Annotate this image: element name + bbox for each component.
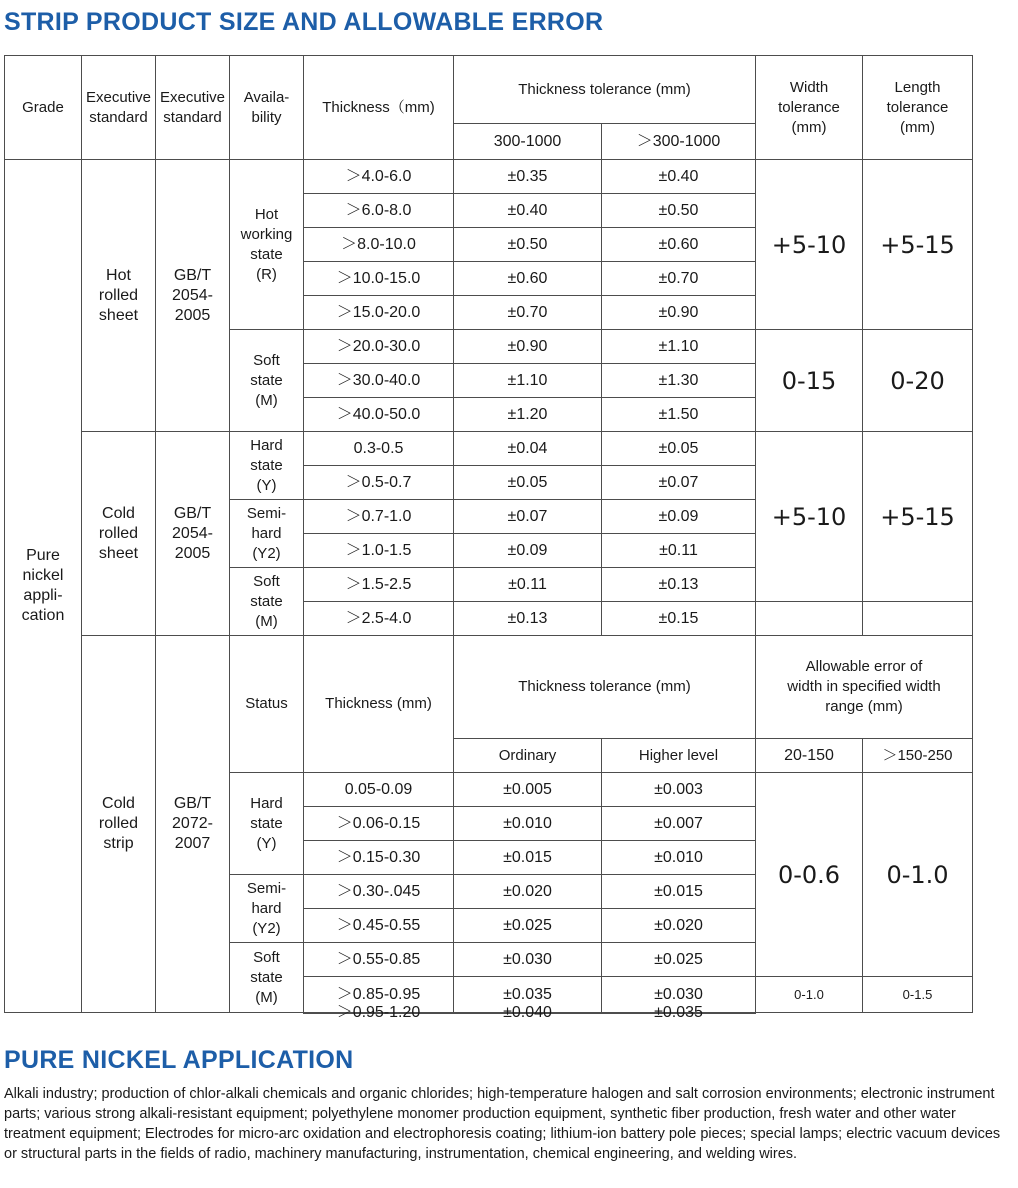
hot-row-thickness-text: ＞30.0-40.0	[336, 371, 421, 389]
strip-row-tolerance-a	[453, 942, 602, 977]
strip-semi-hard	[229, 874, 304, 943]
hot-row-tolerance-a-text: ±1.20	[507, 405, 548, 423]
hot-row-tolerance-b-text: ±0.40	[658, 167, 699, 185]
cold-rolled-sheet-product-text: Cold rolled sheet	[98, 504, 139, 562]
strip-row-tolerance-a-text: ±0.005	[503, 780, 552, 798]
section-title-strip-size: STRIP PRODUCT SIZE AND ALLOWABLE ERROR	[4, 8, 604, 36]
cold-sheet-width-tolerance-text: +5-10	[771, 502, 847, 531]
strip-header-higher-level-text: Higher level	[638, 746, 719, 764]
empty-cell	[755, 601, 863, 636]
hot-row-tolerance-a	[453, 159, 602, 194]
header-executive-standard-1-text: Executive standard	[85, 88, 152, 126]
strip-row-tolerance-b-text: ±0.025	[654, 950, 703, 968]
hot-row-tolerance-b	[601, 397, 756, 432]
strip-row-tolerance-b	[601, 806, 756, 841]
strip-header-width-over-150-250	[862, 738, 973, 773]
cold-sheet-row-tolerance-b	[601, 465, 756, 500]
hot-row-tolerance-b-text: ±0.90	[658, 303, 699, 321]
cold-sheet-row-tolerance-a	[453, 499, 602, 534]
hot-row-thickness	[303, 329, 454, 364]
cold-sheet-soft-state-text: Soft state (M)	[250, 572, 283, 630]
cold-sheet-row-thickness	[303, 465, 454, 500]
hot-row-tolerance-b-text: ±1.30	[658, 371, 699, 389]
strip-row-thickness-text: ＞0.55-0.85	[336, 950, 421, 968]
cold-sheet-row-tolerance-b	[601, 499, 756, 534]
cold-sheet-row-tolerance-a-text: ±0.09	[507, 541, 548, 559]
hot-rolled-sheet-product	[81, 159, 156, 432]
cold-sheet-semi-hard	[229, 499, 304, 568]
cold-sheet-row-tolerance-a	[453, 601, 602, 636]
strip-row-tolerance-a	[453, 840, 602, 875]
grade-pure-nickel	[4, 159, 82, 1013]
hot-row-thickness	[303, 227, 454, 262]
strip-row-tolerance-b-text: ±0.015	[654, 882, 703, 900]
strip-row-thickness-text: ＞0.95-1.20	[336, 1004, 421, 1021]
hot-length-tolerance-lower-text: 0-20	[890, 366, 945, 395]
header-width-tolerance-text: Width tolerance (mm)	[778, 78, 840, 136]
strip-row-tolerance-a	[453, 908, 602, 943]
header-width-tolerance	[755, 55, 863, 160]
hot-soft-state	[229, 329, 304, 432]
cold-sheet-row-thickness-text: ＞1.0-1.5	[345, 541, 412, 559]
cold-sheet-row-thickness-text: ＞1.5-2.5	[345, 575, 412, 593]
cold-sheet-row-thickness-text: 0.3-0.5	[353, 439, 404, 457]
cold-sheet-row-thickness	[303, 601, 454, 636]
hot-row-thickness-text: ＞6.0-8.0	[345, 201, 412, 219]
strip-header-thickness-tolerance	[453, 635, 756, 739]
cold-rolled-sheet-standard-text: GB/T 2054- 2005	[172, 504, 213, 562]
header-executive-standard-2-text: Executive standard	[159, 88, 226, 126]
strip-row-thickness	[303, 840, 454, 875]
hot-row-tolerance-a	[453, 397, 602, 432]
header-thickness-tolerance-text: Thickness tolerance (mm)	[518, 80, 691, 98]
hot-row-tolerance-b	[601, 159, 756, 194]
hot-row-tolerance-a	[453, 329, 602, 364]
strip-row-thickness-text: ＞0.15-0.30	[336, 848, 421, 866]
hot-width-tolerance-upper-text: +5-10	[771, 230, 847, 259]
cold-sheet-row-tolerance-a	[453, 533, 602, 568]
cold-sheet-row-thickness-text: ＞0.5-0.7	[345, 473, 412, 491]
cold-sheet-row-tolerance-a-text: ±0.04	[507, 439, 548, 457]
cold-sheet-row-tolerance-b	[601, 533, 756, 568]
strip-row-tolerance-b	[601, 874, 756, 909]
strip-row-thickness	[303, 942, 454, 977]
header-availability	[229, 55, 304, 160]
hot-row-tolerance-b-text: ±0.70	[658, 269, 699, 287]
cold-sheet-row-tolerance-a-text: ±0.07	[507, 507, 548, 525]
strip-header-allowable-error	[755, 635, 973, 739]
cold-sheet-semi-hard-text: Semi- hard (Y2)	[246, 504, 287, 562]
strip-hard-state-text: Hard state (Y)	[250, 794, 283, 852]
strip-row-tolerance-a-text: ±0.010	[503, 814, 552, 832]
strip-row-thickness	[303, 874, 454, 909]
strip-row-tolerance-b-text: ±0.010	[654, 848, 703, 866]
strip-row-tolerance-a-text: ±0.015	[503, 848, 552, 866]
strip-hard-state	[229, 772, 304, 875]
strip-header-ordinary	[453, 738, 602, 773]
cold-sheet-row-thickness-text: ＞0.7-1.0	[345, 507, 412, 525]
cold-sheet-row-thickness	[303, 431, 454, 466]
hot-row-tolerance-a-text: ±0.50	[507, 235, 548, 253]
strip-header-higher-level	[601, 738, 756, 773]
hot-width-tolerance-lower	[755, 329, 863, 432]
header-grade	[4, 55, 82, 160]
strip-row-tolerance-b	[601, 1004, 756, 1021]
strip-width-over-150-last	[862, 976, 973, 1013]
strip-header-allowable-error-text: Allowable error of width in specified width range (mm)	[787, 658, 941, 715]
header-length-tolerance	[862, 55, 973, 160]
strip-row-tolerance-b	[601, 942, 756, 977]
section-title-application: PURE NICKEL APPLICATION	[4, 1046, 354, 1074]
cold-sheet-row-tolerance-a	[453, 431, 602, 466]
strip-row-tolerance-b-text: ±0.020	[654, 916, 703, 934]
cold-sheet-length-tolerance	[862, 431, 973, 602]
strip-row-thickness-text: ＞0.45-0.55	[336, 916, 421, 934]
hot-row-thickness-text: ＞8.0-10.0	[341, 235, 416, 253]
strip-semi-hard-text: Semi- hard (Y2)	[246, 879, 287, 937]
strip-row-tolerance-a-text: ±0.040	[503, 1004, 552, 1021]
strip-header-thickness-tolerance-text: Thickness tolerance (mm)	[518, 678, 691, 695]
cold-sheet-row-tolerance-b-text: ±0.09	[658, 507, 699, 525]
cold-sheet-row-tolerance-b	[601, 431, 756, 466]
hot-row-tolerance-b-text: ±1.10	[658, 337, 699, 355]
strip-row-tolerance-a-text: ±0.035	[503, 985, 552, 1003]
cold-sheet-row-tolerance-b-text: ±0.11	[659, 541, 698, 559]
hot-rolled-sheet-product-text: Hot rolled sheet	[98, 266, 139, 324]
hot-row-tolerance-a-text: ±0.90	[507, 337, 548, 355]
strip-row-thickness-text: ＞0.85-0.95	[336, 985, 421, 1003]
strip-row-tolerance-b-text: ±0.003	[654, 780, 703, 798]
cold-sheet-width-tolerance	[755, 431, 863, 602]
cold-rolled-strip-product-text: Cold rolled strip	[98, 795, 139, 852]
strip-width-over-150-main	[862, 772, 973, 977]
strip-row-tolerance-a	[453, 1004, 602, 1021]
hot-row-tolerance-b	[601, 295, 756, 330]
hot-row-tolerance-a-text: ±0.60	[507, 269, 548, 287]
grade-pure-nickel-text: Pure nickel appli- cation	[21, 547, 65, 624]
hot-width-tolerance-upper	[755, 159, 863, 330]
hot-row-thickness-text: ＞15.0-20.0	[336, 303, 421, 321]
strip-row-tolerance-a-text: ±0.020	[503, 882, 552, 900]
hot-row-tolerance-a-text: ±0.40	[507, 201, 548, 219]
hot-row-thickness-text: ＞4.0-6.0	[345, 167, 412, 185]
hot-row-thickness-text: ＞10.0-15.0	[336, 269, 421, 287]
strip-width-over-150-main-text: 0-1.0	[886, 860, 949, 889]
cold-rolled-sheet-product	[81, 431, 156, 636]
header-length-tolerance-text: Length tolerance (mm)	[886, 78, 949, 136]
hot-row-tolerance-b	[601, 363, 756, 398]
hot-row-tolerance-b-text: ±1.50	[658, 405, 699, 423]
hot-length-tolerance-upper-text: +5-15	[880, 230, 955, 259]
hot-row-thickness-text: ＞20.0-30.0	[336, 337, 421, 355]
strip-row-thickness-text: ＞0.30-.045	[336, 882, 421, 900]
hot-row-tolerance-a	[453, 193, 602, 228]
application-text: Alkali industry; production of chlor-alkali chemicals and organic chlorides; high-temperature halogen and salt corrosion environments; electronic instrument parts; various strong alkali-resistant equipment; polyethylene monomer production equipment, synthetic fiber production, fresh water and other water treatment equipment; Electrodes for micro-arc oxidation and electrophoresis coating; lithium-ion battery pole pieces; special lamps; electric vacuum devices or structural parts in the fields of radio, machinery manufacturing, instrumentation, chemical engineering, and welding wires.	[4, 1086, 1001, 1162]
header-executive-standard-1	[81, 55, 156, 160]
strip-width-20-150-last-text: 0-1.0	[794, 986, 824, 1002]
hot-row-thickness	[303, 159, 454, 194]
hot-row-tolerance-a-text: ±1.10	[507, 371, 548, 389]
strip-row-tolerance-b-text: ±0.030	[654, 985, 703, 1003]
strip-header-width-over-150-250-text: ＞150-250	[882, 746, 953, 764]
strip-header-thickness-text: Thickness (mm)	[325, 695, 432, 712]
strip-size-table	[4, 55, 972, 1021]
hot-length-tolerance-upper	[862, 159, 973, 330]
strip-row-tolerance-a	[453, 772, 602, 807]
header-tolerance-300-1000	[453, 123, 602, 160]
hot-row-tolerance-a	[453, 227, 602, 262]
strip-width-20-150-main-text: 0-0.6	[777, 860, 841, 889]
strip-soft-state	[229, 942, 304, 1013]
header-tolerance-over-300-1000-text: ＞300-1000	[636, 132, 721, 150]
cold-sheet-row-tolerance-a	[453, 567, 602, 602]
header-grade-text: Grade	[22, 98, 64, 116]
cold-sheet-hard-state-text: Hard state (Y)	[250, 436, 283, 494]
strip-row-thickness-text: ＞0.06-0.15	[336, 814, 421, 832]
strip-row-tolerance-a	[453, 874, 602, 909]
hot-working-state-text: Hot working state (R)	[240, 205, 293, 283]
header-executive-standard-2	[155, 55, 230, 160]
empty-cell	[862, 601, 973, 636]
cold-sheet-row-tolerance-a	[453, 465, 602, 500]
strip-row-thickness	[303, 1004, 454, 1021]
cold-sheet-row-thickness	[303, 533, 454, 568]
strip-width-20-150-last	[755, 976, 863, 1013]
strip-row-tolerance-b	[601, 772, 756, 807]
hot-row-thickness	[303, 363, 454, 398]
cold-sheet-row-tolerance-b-text: ±0.15	[658, 609, 699, 627]
strip-header-width-20-150-text: 20-150	[784, 746, 834, 764]
cold-sheet-row-thickness	[303, 567, 454, 602]
cold-sheet-row-tolerance-b-text: ±0.13	[658, 575, 699, 593]
cold-sheet-row-thickness	[303, 499, 454, 534]
hot-row-tolerance-a	[453, 363, 602, 398]
strip-header-thickness	[303, 635, 454, 773]
hot-row-thickness	[303, 397, 454, 432]
hot-row-thickness	[303, 193, 454, 228]
hot-row-tolerance-a-text: ±0.35	[507, 167, 548, 185]
strip-row-tolerance-b	[601, 908, 756, 943]
cold-sheet-row-tolerance-a-text: ±0.11	[508, 575, 547, 593]
cold-sheet-row-tolerance-a-text: ±0.13	[507, 609, 548, 627]
hot-length-tolerance-lower	[862, 329, 973, 432]
strip-soft-state-text: Soft state (M)	[250, 948, 283, 1006]
header-thickness-tolerance	[453, 55, 756, 124]
hot-row-tolerance-b-text: ±0.60	[658, 235, 699, 253]
cold-sheet-row-tolerance-a-text: ±0.05	[507, 473, 548, 491]
strip-header-status	[229, 635, 304, 773]
strip-row-thickness	[303, 806, 454, 841]
cold-rolled-strip-standard-text: GB/T 2072- 2007	[172, 795, 213, 852]
cold-rolled-strip-standard	[155, 635, 230, 1013]
cold-sheet-row-tolerance-b-text: ±0.07	[658, 473, 699, 491]
strip-row-tolerance-b-text: ±0.007	[654, 814, 703, 832]
header-tolerance-over-300-1000	[601, 123, 756, 160]
header-availability-text: Availa- bility	[243, 88, 290, 126]
header-thickness	[303, 55, 454, 160]
cold-sheet-length-tolerance-text: +5-15	[880, 502, 955, 531]
hot-row-tolerance-a-text: ±0.70	[507, 303, 548, 321]
hot-row-tolerance-a	[453, 295, 602, 330]
strip-row-tolerance-b-text: ±0.035	[654, 1004, 703, 1021]
hot-row-tolerance-b	[601, 193, 756, 228]
strip-header-status-text: Status	[245, 695, 288, 712]
hot-width-tolerance-lower-text: 0-15	[781, 366, 837, 395]
strip-row-thickness-text: 0.05-0.09	[344, 780, 413, 798]
strip-width-over-150-last-text: 0-1.5	[902, 986, 933, 1002]
cold-sheet-row-thickness-text: ＞2.5-4.0	[345, 609, 412, 627]
hot-row-tolerance-b-text: ±0.50	[658, 201, 699, 219]
cold-sheet-row-tolerance-b-text: ±0.05	[658, 439, 699, 457]
strip-header-width-20-150	[755, 738, 863, 773]
strip-row-thickness	[303, 772, 454, 807]
hot-soft-state-text: Soft state (M)	[250, 351, 283, 409]
strip-width-20-150-main	[755, 772, 863, 977]
strip-row-tolerance-a-text: ±0.030	[503, 950, 552, 968]
cold-sheet-row-tolerance-b	[601, 567, 756, 602]
strip-row-tolerance-a	[453, 806, 602, 841]
hot-row-thickness-text: ＞40.0-50.0	[336, 405, 421, 423]
strip-row-tolerance-a-text: ±0.025	[503, 916, 552, 934]
hot-row-tolerance-b	[601, 227, 756, 262]
hot-rolled-sheet-standard-text: GB/T 2054- 2005	[172, 266, 213, 324]
header-tolerance-300-1000-text: 300-1000	[493, 132, 562, 150]
hot-row-thickness	[303, 295, 454, 330]
strip-row-thickness	[303, 908, 454, 943]
cold-rolled-strip-product	[81, 635, 156, 1013]
cold-rolled-sheet-standard	[155, 431, 230, 636]
hot-row-tolerance-b	[601, 261, 756, 296]
hot-rolled-sheet-standard	[155, 159, 230, 432]
header-thickness-text: Thickness（mm)	[322, 98, 435, 116]
hot-row-tolerance-a	[453, 261, 602, 296]
cold-sheet-hard-state	[229, 431, 304, 500]
hot-row-tolerance-b	[601, 329, 756, 364]
strip-header-ordinary-text: Ordinary	[498, 746, 557, 764]
hot-row-thickness	[303, 261, 454, 296]
hot-working-state	[229, 159, 304, 330]
cold-sheet-row-tolerance-b	[601, 601, 756, 636]
strip-row-tolerance-b	[601, 840, 756, 875]
cold-sheet-soft-state	[229, 567, 304, 636]
